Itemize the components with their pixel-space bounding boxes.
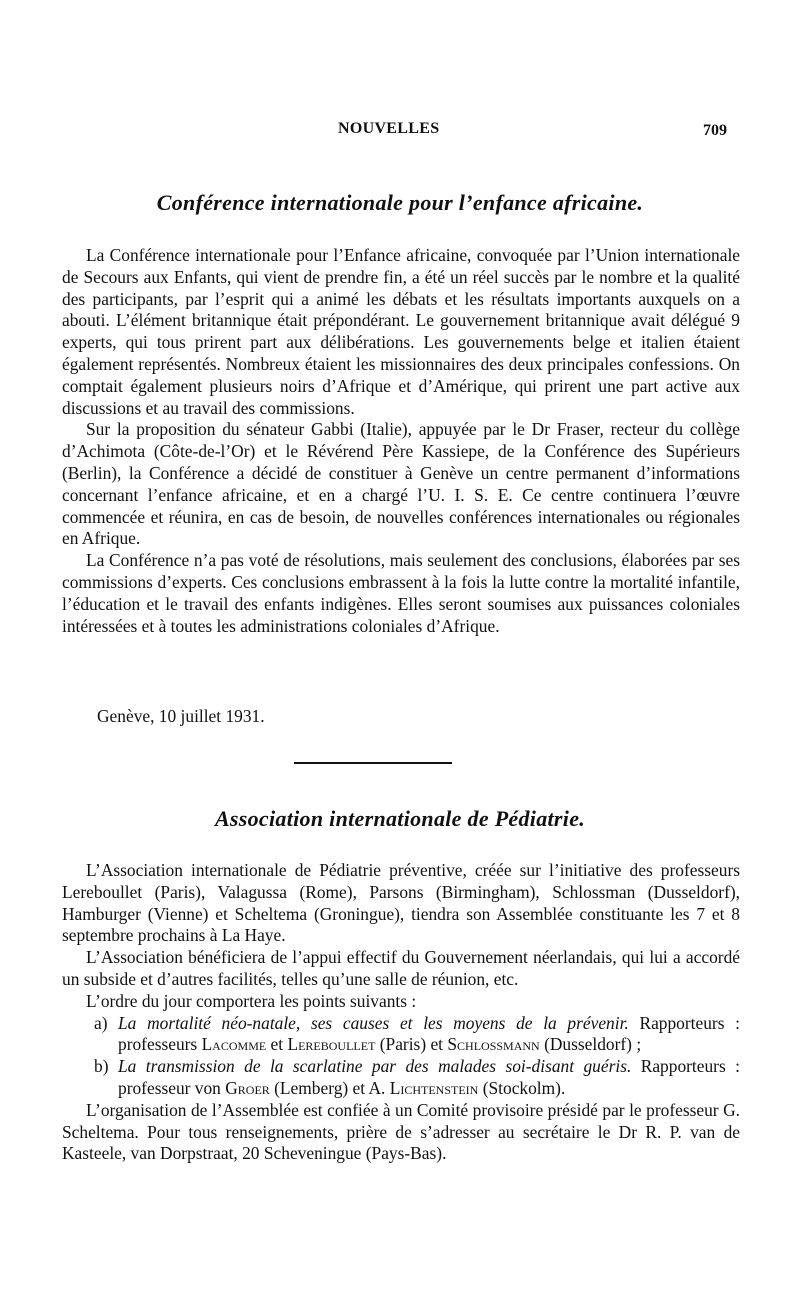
page-number: 709 <box>703 122 727 139</box>
text-run: Rapporteurs : professeur von <box>118 1056 740 1098</box>
list-marker: a) <box>94 1012 108 1033</box>
dateline: Genève, 10 juillet 1931. <box>97 706 265 726</box>
paragraph: Sur la proposition du sénateur Gabbi (Italie), appuyée par le Dr Fraser, recteur du collège d’Achimota (Côte-de-l’Or) et le Révérend Père Kassiepe, de la Conférence des Supérieurs (Berlin), la Conférence a décidé de constituer à Genève un centre permanent d’informations concernant l’enfance africaine, et en a chargé l’U. I. S. E. Ce centre continuera l’œuvre commencée et réunira, en cas de besoin, de nouvelles conférences internationales ou régionales en Afrique. <box>62 419 740 549</box>
agenda-item-a <box>62 1013 740 1057</box>
rapporteur-name: Schlossmann <box>447 1034 540 1055</box>
page-header <box>0 120 800 144</box>
agenda-item-b <box>62 1056 740 1100</box>
agenda-topic: La mortalité néo-natale, ses causes et les moyens de la prévenir. <box>118 1012 629 1033</box>
list-marker: b) <box>94 1056 109 1077</box>
rapporteur-name: Lacomme <box>201 1034 267 1055</box>
section-divider <box>294 762 452 764</box>
text-run: et <box>266 1034 288 1055</box>
section-body-pediatrie <box>62 860 740 1165</box>
rapporteur-name: Lereboullet <box>287 1034 376 1055</box>
text-run: (Stockolm). <box>478 1077 566 1098</box>
paragraph: L’ordre du jour comportera les points suivants : <box>86 990 417 1011</box>
section-title-conference: Conférence internationale pour l’enfance africaine. <box>156 190 644 215</box>
text-run: (Paris) et <box>375 1034 448 1055</box>
text-run: (Dusseldorf) ; <box>539 1034 642 1055</box>
paragraph: La Conférence internationale pour l’Enfance africaine, convoquée par l’Union internationale de Secours aux Enfants, qui vient de prendre fin, a été un réel succès par le nombre et la qualité des participants, par l’esprit qui a animé les débats et les résultats importants auxquels on a abouti. L’élément britannique était prépondérant. Le gouvernement britannique avait délégué 9 experts, qui tous prirent part aux délibérations. Les gouvernements belge et italien étaient également représentés. Nombreux étaient les missionnaires des deux principales confessions. On comptait également plusieurs noirs d’Afrique et d’Amérique, qui prirent une part active aux discussions et au travail des commissions. <box>62 245 740 418</box>
paragraph: La Conférence n’a pas voté de résolutions, mais seulement des conclusions, élaborées par ses commissions d’experts. Ces conclusions embrassent à la fois la lutte contre la mortalité infantile, l’éducation et le travail des enfants indigènes. Elles seront soumises aux puissances coloniales intéressées et à toutes les administrations coloniales d’Afrique. <box>62 550 740 636</box>
text-run: (Lemberg) et A. <box>269 1077 390 1098</box>
rapporteur-name: Groer <box>225 1077 270 1098</box>
running-title: NOUVELLES <box>338 120 440 137</box>
list-content <box>118 1056 740 1100</box>
rapporteur-name: Lichtenstein <box>389 1077 479 1098</box>
paragraph: L’Association bénéficiera de l’appui effectif du Gouvernement néerlandais, qui lui a accordé un subside et d’autres facilités, telles qu’une salle de réunion, etc. <box>62 947 740 989</box>
paragraph: L’organisation de l’Assemblée est confiée à un Comité provisoire présidé par le professeur G. Scheltema. Pour tous renseignements, prière de s’adresser au secrétaire le Dr R. P. van de Kasteele, van Dorpstraat, 20 Scheveningue (Pays-Bas). <box>62 1099 740 1164</box>
section-title-pediatrie: Association internationale de Pédiatrie. <box>214 806 586 831</box>
text-run: Rapporteurs : professeurs <box>118 1012 740 1055</box>
agenda-topic: La transmission de la scarlatine par des malades soi-disant guéris. <box>118 1056 632 1077</box>
paragraph: L’Association internationale de Pédiatrie préventive, créée sur l’initiative des professeurs Lereboullet (Paris), Valagussa (Rome), Parsons (Birmingham), Schlossman (Dusseldorf), Hamburger (Vienne) et Scheltema (Groningue), tiendra son Assemblée constituante les 7 et 8 septembre prochains à La Haye. <box>62 860 740 946</box>
list-content <box>118 1013 740 1057</box>
section-body-conference <box>62 245 740 637</box>
